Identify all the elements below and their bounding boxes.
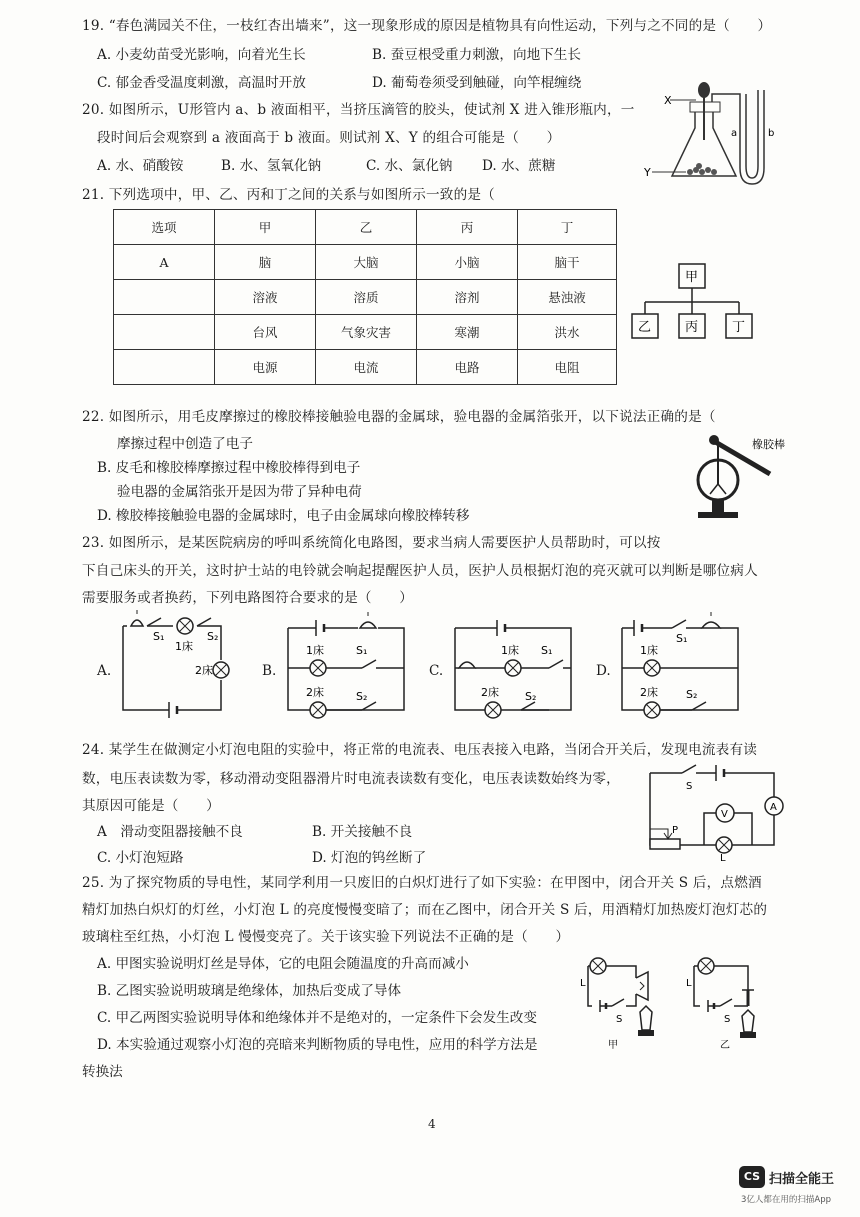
q25-yi-label-s: S (724, 1014, 731, 1025)
q24-stem-line1: 24. 某学生在做测定小灯泡电阻的实验中，将正常的电流表、电压表接入电路，当闭合开关后，发现电流表有读 (82, 742, 758, 758)
table-cell: 电路 (417, 350, 518, 385)
table-header-cell: 甲 (215, 210, 316, 245)
scanner-tagline: 3亿人都在用的扫描App (741, 1195, 832, 1205)
table-header-cell: 丁 (518, 210, 617, 245)
q24-label-s: S (686, 781, 693, 792)
q20-label-x: X (664, 94, 672, 107)
q20-option-c: C. 水、氯化钠 (366, 158, 453, 174)
q25-option-c: C. 甲乙两图实验说明导体和绝缘体并不是绝对的，一定条件下会发生改变 (97, 1010, 537, 1026)
q23-circuit-c (449, 608, 579, 723)
table-cell: 溶剂 (417, 280, 518, 315)
q25-fig-yi: 乙 (720, 1040, 730, 1050)
q25-stem-line3: 玻璃柱至红热，小灯泡 L 慢慢变亮了。关于该实验下列说法不正确的是（ ） (82, 929, 570, 945)
table-cell: 悬浊液 (518, 280, 617, 315)
table-cell: 寒潮 (417, 315, 518, 350)
table-cell (114, 350, 215, 385)
q20-option-d: D. 水、蔗糖 (482, 158, 556, 174)
scanner-app-name: 扫描全能王 (769, 1172, 835, 1187)
q19-option-d: D. 葡萄卷须受到触碰，向竿棍缠绕 (372, 75, 582, 91)
q21-diagram-right: 丁 (732, 320, 746, 335)
q20-option-a: A. 水、硝酸铵 (97, 158, 184, 174)
table-row (114, 280, 617, 315)
q25-stem-line2: 精灯加热白炽灯的灯丝，小灯泡 L 的亮度慢慢变暗了；而在乙图中，闭合开关 S 后，用酒精灯加热废灯泡灯芯的 (82, 902, 768, 918)
q23-c-bed2: 2床 (481, 686, 499, 699)
q20-label-b: b (768, 128, 775, 139)
q23-stem-line3: 需要服务或者换药，下列电路图符合要求的是（ ） (82, 590, 414, 606)
q22-option-d: D. 橡胶棒接触验电器的金属球时，电子由金属球向橡胶棒转移 (97, 508, 470, 524)
table-cell (114, 280, 215, 315)
table-header-cell: 乙 (316, 210, 417, 245)
q23-b-s1: S₁ (356, 644, 368, 657)
q23-a-s2: S₂ (207, 630, 219, 643)
table-cell: A (114, 245, 215, 280)
q25-option-d-line1: D. 本实验通过观察小灯泡的亮暗来判断物质的导电性，应用的科学方法是 (97, 1037, 538, 1053)
q25-stem-line1: 25. 为了探究物质的导电性，某同学利用一只废旧的白炽灯进行了如下实验：在甲图中，闭合开关 S 后，点燃酒 (82, 875, 762, 891)
table-cell (114, 315, 215, 350)
q20-label-a: a (731, 128, 738, 139)
q24-label-p: P (672, 825, 679, 836)
q25-experiment-figures (578, 950, 788, 1050)
q22-option-c: 验电器的金属箔张开是因为带了异种电荷 (117, 484, 362, 500)
q25-yi-label-l: L (686, 978, 692, 989)
q23-circuit-d (616, 608, 746, 723)
q23-b-bed1: 1床 (306, 644, 324, 657)
table-row (114, 210, 617, 245)
q23-stem-line1: 23. 如图所示，是某医院病房的呼叫系统简化电路图，要求当病人需要医护人员帮助时，可以按 (82, 535, 661, 551)
q25-option-b: B. 乙图实验说明玻璃是绝缘体，加热后变成了导体 (97, 983, 402, 999)
q22-fig-label: 橡胶棒 (752, 438, 785, 451)
q23-a-bed2: 2床 (195, 664, 213, 677)
q23-c-s1: S₁ (541, 644, 553, 657)
q24-label-l: L (720, 853, 726, 863)
q23-option-b-label: B. (262, 663, 277, 679)
table-cell: 气象灾害 (316, 315, 417, 350)
q19-stem: 19. “春色满园关不住，一枝红杏出墙来”，这一现象形成的原因是植物具有向性运动，下列与之不同的是（ ） (82, 18, 772, 34)
table-cell: 小脑 (417, 245, 518, 280)
q24-label-voltmeter: V (721, 809, 728, 820)
q24-circuit-figure (640, 763, 790, 863)
q23-d-bed1: 1床 (640, 644, 658, 657)
q23-a-bed1: 1床 (175, 640, 193, 653)
table-header-cell: 选项 (114, 210, 215, 245)
q24-option-b: B. 开关接触不良 (312, 824, 413, 840)
q23-option-a-label: A. (97, 663, 112, 679)
q24-stem-line3: 其原因可能是（ ） (82, 798, 220, 814)
table-cell: 大脑 (316, 245, 417, 280)
table-row (114, 245, 617, 280)
q19-option-b: B. 蚕豆根受重力刺激，向地下生长 (372, 47, 581, 63)
q21-tree-diagram (630, 262, 760, 344)
q25-option-d-line2: 转换法 (82, 1064, 123, 1080)
q22-option-b: B. 皮毛和橡胶棒摩擦过程中橡胶棒得到电子 (97, 460, 361, 476)
table-cell: 脑 (215, 245, 316, 280)
table-cell: 电阻 (518, 350, 617, 385)
q23-d-bed2: 2床 (640, 686, 658, 699)
q24-option-c: C. 小灯泡短路 (97, 850, 184, 866)
q22-option-a: 摩擦过程中创造了电子 (117, 436, 253, 452)
q20-stem-line1: 20. 如图所示，U形管内 a、b 液面相平，当挤压滴管的胶头，使试剂 X 进入锥形瓶内，一 (82, 102, 635, 118)
scanner-logo: CS (739, 1166, 765, 1188)
q20-stem-line2: 段时间后会观察到 a 液面高于 b 液面。则试剂 X、Y 的组合可能是（ ） (97, 130, 561, 146)
q23-option-c-label: C. (429, 663, 444, 679)
q23-circuit-a (117, 608, 247, 723)
q23-d-s2: S₂ (686, 688, 698, 701)
page-number: 4 (428, 1117, 436, 1131)
q20-flask-figure (640, 80, 780, 190)
q24-option-d: D. 灯泡的钨丝断了 (312, 850, 427, 866)
q25-option-a: A. 甲图实验说明灯丝是导体，它的电阻会随温度的升高而减小 (97, 956, 469, 972)
q21-diagram-middle: 丙 (685, 320, 699, 335)
q25-fig-jia: 甲 (608, 1040, 618, 1050)
q21-diagram-left: 乙 (638, 320, 652, 335)
q24-option-a: A 滑动变阻器接触不良 (97, 824, 243, 840)
table-cell: 电流 (316, 350, 417, 385)
q23-b-bed2: 2床 (306, 686, 324, 699)
table-cell: 电源 (215, 350, 316, 385)
q23-c-s2: S₂ (525, 690, 537, 703)
q19-option-c: C. 郁金香受温度刺激，高温时开放 (97, 75, 306, 91)
q23-c-bed1: 1床 (501, 644, 519, 657)
q20-label-y: Y (644, 166, 651, 179)
q23-stem-line2: 下自己床头的开关，这时护士站的电铃就会响起提醒医护人员，医护人员根据灯泡的亮灭就可以判断是哪位病人 (82, 563, 758, 579)
table-cell: 台风 (215, 315, 316, 350)
table-cell: 溶质 (316, 280, 417, 315)
q23-d-s1: S₁ (676, 632, 688, 645)
q21-table (113, 209, 617, 385)
q23-b-s2: S₂ (356, 690, 368, 703)
q23-circuit-b (282, 608, 412, 723)
table-cell: 溶液 (215, 280, 316, 315)
table-row (114, 315, 617, 350)
q21-diagram-top: 甲 (685, 270, 699, 285)
q23-option-d-label: D. (596, 663, 611, 679)
table-row (114, 350, 617, 385)
table-cell: 洪水 (518, 315, 617, 350)
q19-option-a: A. 小麦幼苗受光影响，向着光生长 (97, 47, 306, 63)
q25-jia-label-l: L (580, 978, 586, 989)
table-cell: 脑干 (518, 245, 617, 280)
q23-a-s1: S₁ (153, 630, 165, 643)
q25-jia-label-s: S (616, 1014, 623, 1025)
q22-electroscope-figure (690, 428, 810, 528)
table-header-cell: 丙 (417, 210, 518, 245)
q24-stem-line2: 数，电压表读数为零，移动滑动变阻器滑片时电流表读数有变化，电压表读数始终为零， (82, 771, 620, 787)
q22-stem: 22. 如图所示，用毛皮摩擦过的橡胶棒接触验电器的金属球，验电器的金属箔张开，以下说法正确的是（ (82, 409, 716, 425)
q20-option-b: B. 水、氢氧化钠 (221, 158, 322, 174)
q24-label-ammeter: A (770, 802, 777, 813)
q21-stem: 21. 下列选项中，甲、乙、丙和丁之间的关系与如图所示一致的是（ (82, 187, 495, 203)
